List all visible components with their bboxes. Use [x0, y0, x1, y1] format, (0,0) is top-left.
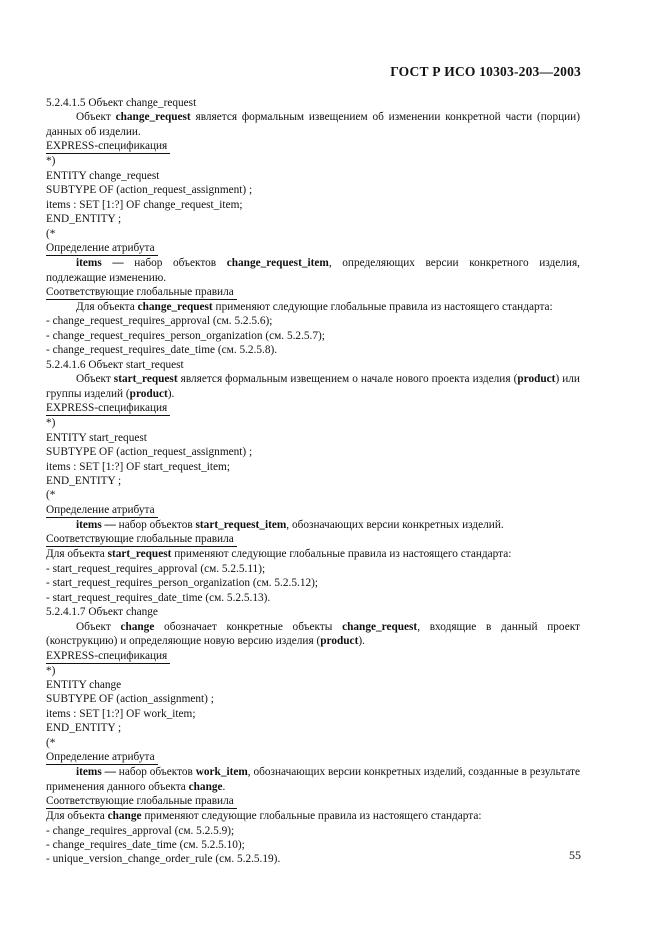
global-rules-intro: Для объекта start_request применяют следующие глобальные правила из настоящего стандарта:	[46, 548, 512, 561]
entity-declaration: ENTITY change_request	[46, 169, 160, 182]
section-heading: 5.2.4.1.6 Объект start_request	[46, 358, 184, 371]
attribute-definition: items — набор объектов work_item, обозначающих версии конкретных изделий, созданные в результате применения данного объекта change.	[46, 766, 581, 793]
express-spec-heading: EXPRESS-спецификация	[46, 649, 580, 664]
subtype-line: SUBTYPE OF (action_request_assignment) ;	[46, 446, 253, 459]
global-rules-heading: Соответствующие глобальные правила	[46, 794, 580, 809]
section-heading: 5.2.4.1.7 Объект change	[46, 606, 158, 619]
comment-close: *)	[46, 664, 56, 677]
rule-item: - start_request_requires_date_time (см. 5.2.5.13).	[46, 591, 271, 604]
comment-open: (*	[46, 227, 56, 240]
rule-item: - change_request_requires_person_organization (см. 5.2.5.7);	[46, 329, 325, 342]
comment-close: *)	[46, 155, 56, 168]
attribute-def-heading: Определение атрибута	[46, 503, 580, 518]
entity-description: Объект change обозначает конкретные объекты change_request, входящие в данный проект (конструкцию) и определяющие новую версию изделия (product).	[46, 620, 580, 648]
global-rules-heading: Соответствующие глобальные правила	[46, 285, 580, 300]
rule-item: - change_request_requires_approval (см. 5.2.5.6);	[46, 315, 273, 328]
items-line: items : SET [1:?] OF work_item;	[46, 707, 196, 720]
comment-open: (*	[46, 736, 56, 749]
subtype-line: SUBTYPE OF (action_assignment) ;	[46, 693, 214, 706]
rule-item: - change_requires_date_time (см. 5.2.5.10);	[46, 839, 245, 852]
end-entity: END_ENTITY ;	[46, 722, 122, 735]
items-line: items : SET [1:?] OF start_request_item;	[46, 460, 230, 473]
rule-item: - unique_version_change_order_rule (см. 5.2.5.19).	[46, 853, 281, 866]
end-entity: END_ENTITY ;	[46, 213, 122, 226]
items-line: items : SET [1:?] OF change_request_item;	[46, 198, 243, 211]
end-entity: END_ENTITY ;	[46, 474, 122, 487]
subtype-line: SUBTYPE OF (action_request_assignment) ;	[46, 184, 253, 197]
global-rules-intro: Для объекта change_request применяют следующие глобальные правила из настоящего стандарта:	[76, 300, 553, 313]
attribute-def-heading: Определение атрибута	[46, 241, 580, 256]
attribute-definition: items — набор объектов start_request_item, обозначающих версии конкретных изделий.	[76, 518, 504, 531]
entity-description: Объект change_request является формальным извещением об изменении конкретной части (порции) данных об изделии.	[46, 111, 580, 138]
rule-item: - start_request_requires_person_organization (см. 5.2.5.12);	[46, 577, 319, 590]
global-rules-intro: Для объекта change применяют следующие глобальные правила из настоящего стандарта:	[46, 810, 482, 823]
attribute-def-heading: Определение атрибута	[46, 750, 580, 765]
standard-header: ГОСТ Р ИСО 10303-203—2003	[390, 64, 581, 79]
comment-close: *)	[46, 417, 56, 430]
rule-item: - change_request_requires_date_time (см. 5.2.5.8).	[46, 344, 278, 357]
page-content	[46, 96, 580, 867]
express-spec-heading: EXPRESS-спецификация	[46, 139, 580, 154]
entity-declaration: ENTITY start_request	[46, 431, 147, 444]
comment-open: (*	[46, 489, 56, 502]
global-rules-heading: Соответствующие глобальные правила	[46, 532, 580, 547]
rule-item: - start_request_requires_approval (см. 5.2.5.11);	[46, 562, 266, 575]
entity-declaration: ENTITY change	[46, 678, 122, 691]
attribute-definition: items — набор объектов change_request_item, определяющих версии конкретного изделия, подлежащие изменению.	[46, 257, 580, 284]
express-spec-heading: EXPRESS-спецификация	[46, 401, 580, 416]
section-heading: 5.2.4.1.5 Объект change_request	[46, 97, 197, 109]
rule-item: - change_requires_approval (см. 5.2.5.9);	[46, 824, 235, 837]
page-number: 55	[569, 848, 581, 862]
entity-description: Объект start_request является формальным извещением о начале нового проекта изделия (product) или группы изделий (product).	[46, 373, 580, 400]
